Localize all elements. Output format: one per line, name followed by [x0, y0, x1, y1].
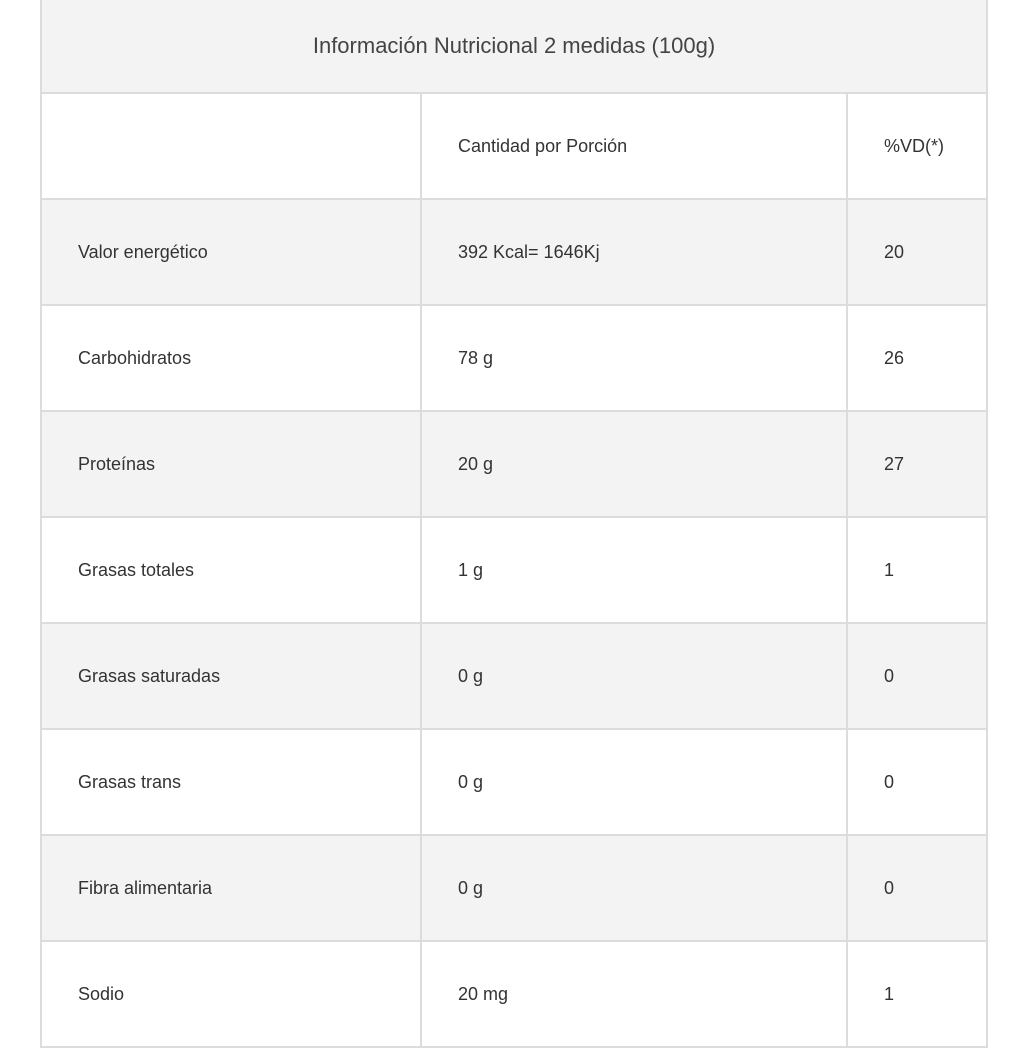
nutrient-amount: 20 mg	[421, 941, 847, 1047]
nutrient-name: Grasas trans	[41, 729, 421, 835]
nutrition-table-container	[40, 0, 986, 1048]
table-row	[41, 835, 987, 941]
nutrient-daily-value: 27	[847, 411, 987, 517]
nutrient-name: Grasas saturadas	[41, 623, 421, 729]
nutrient-daily-value: 0	[847, 623, 987, 729]
table-row	[41, 729, 987, 835]
table-row	[41, 411, 987, 517]
nutrient-daily-value: 26	[847, 305, 987, 411]
nutrient-amount: 78 g	[421, 305, 847, 411]
nutrient-name: Grasas totales	[41, 517, 421, 623]
nutrient-name: Sodio	[41, 941, 421, 1047]
column-header-daily-value: %VD(*)	[847, 93, 987, 199]
column-header-row	[41, 93, 987, 199]
nutrient-name: Valor energético	[41, 199, 421, 305]
nutrient-daily-value: 1	[847, 941, 987, 1047]
column-header-amount: Cantidad por Porción	[421, 93, 847, 199]
nutrient-name: Proteínas	[41, 411, 421, 517]
nutrient-name: Carbohidratos	[41, 305, 421, 411]
table-row	[41, 199, 987, 305]
nutrition-table	[40, 0, 988, 1048]
nutrient-amount: 0 g	[421, 729, 847, 835]
table-row	[41, 517, 987, 623]
nutrient-daily-value: 0	[847, 729, 987, 835]
table-row	[41, 305, 987, 411]
nutrient-daily-value: 20	[847, 199, 987, 305]
nutrient-name: Fibra alimentaria	[41, 835, 421, 941]
table-title-row	[41, 0, 987, 93]
table-row	[41, 941, 987, 1047]
nutrient-daily-value: 1	[847, 517, 987, 623]
nutrient-amount: 0 g	[421, 835, 847, 941]
nutrient-amount: 0 g	[421, 623, 847, 729]
nutrient-amount: 1 g	[421, 517, 847, 623]
table-title: Información Nutricional 2 medidas (100g)	[41, 0, 987, 93]
column-header-nutrient	[41, 93, 421, 199]
table-row	[41, 623, 987, 729]
nutrient-amount: 392 Kcal= 1646Kj	[421, 199, 847, 305]
nutrient-daily-value: 0	[847, 835, 987, 941]
nutrient-amount: 20 g	[421, 411, 847, 517]
